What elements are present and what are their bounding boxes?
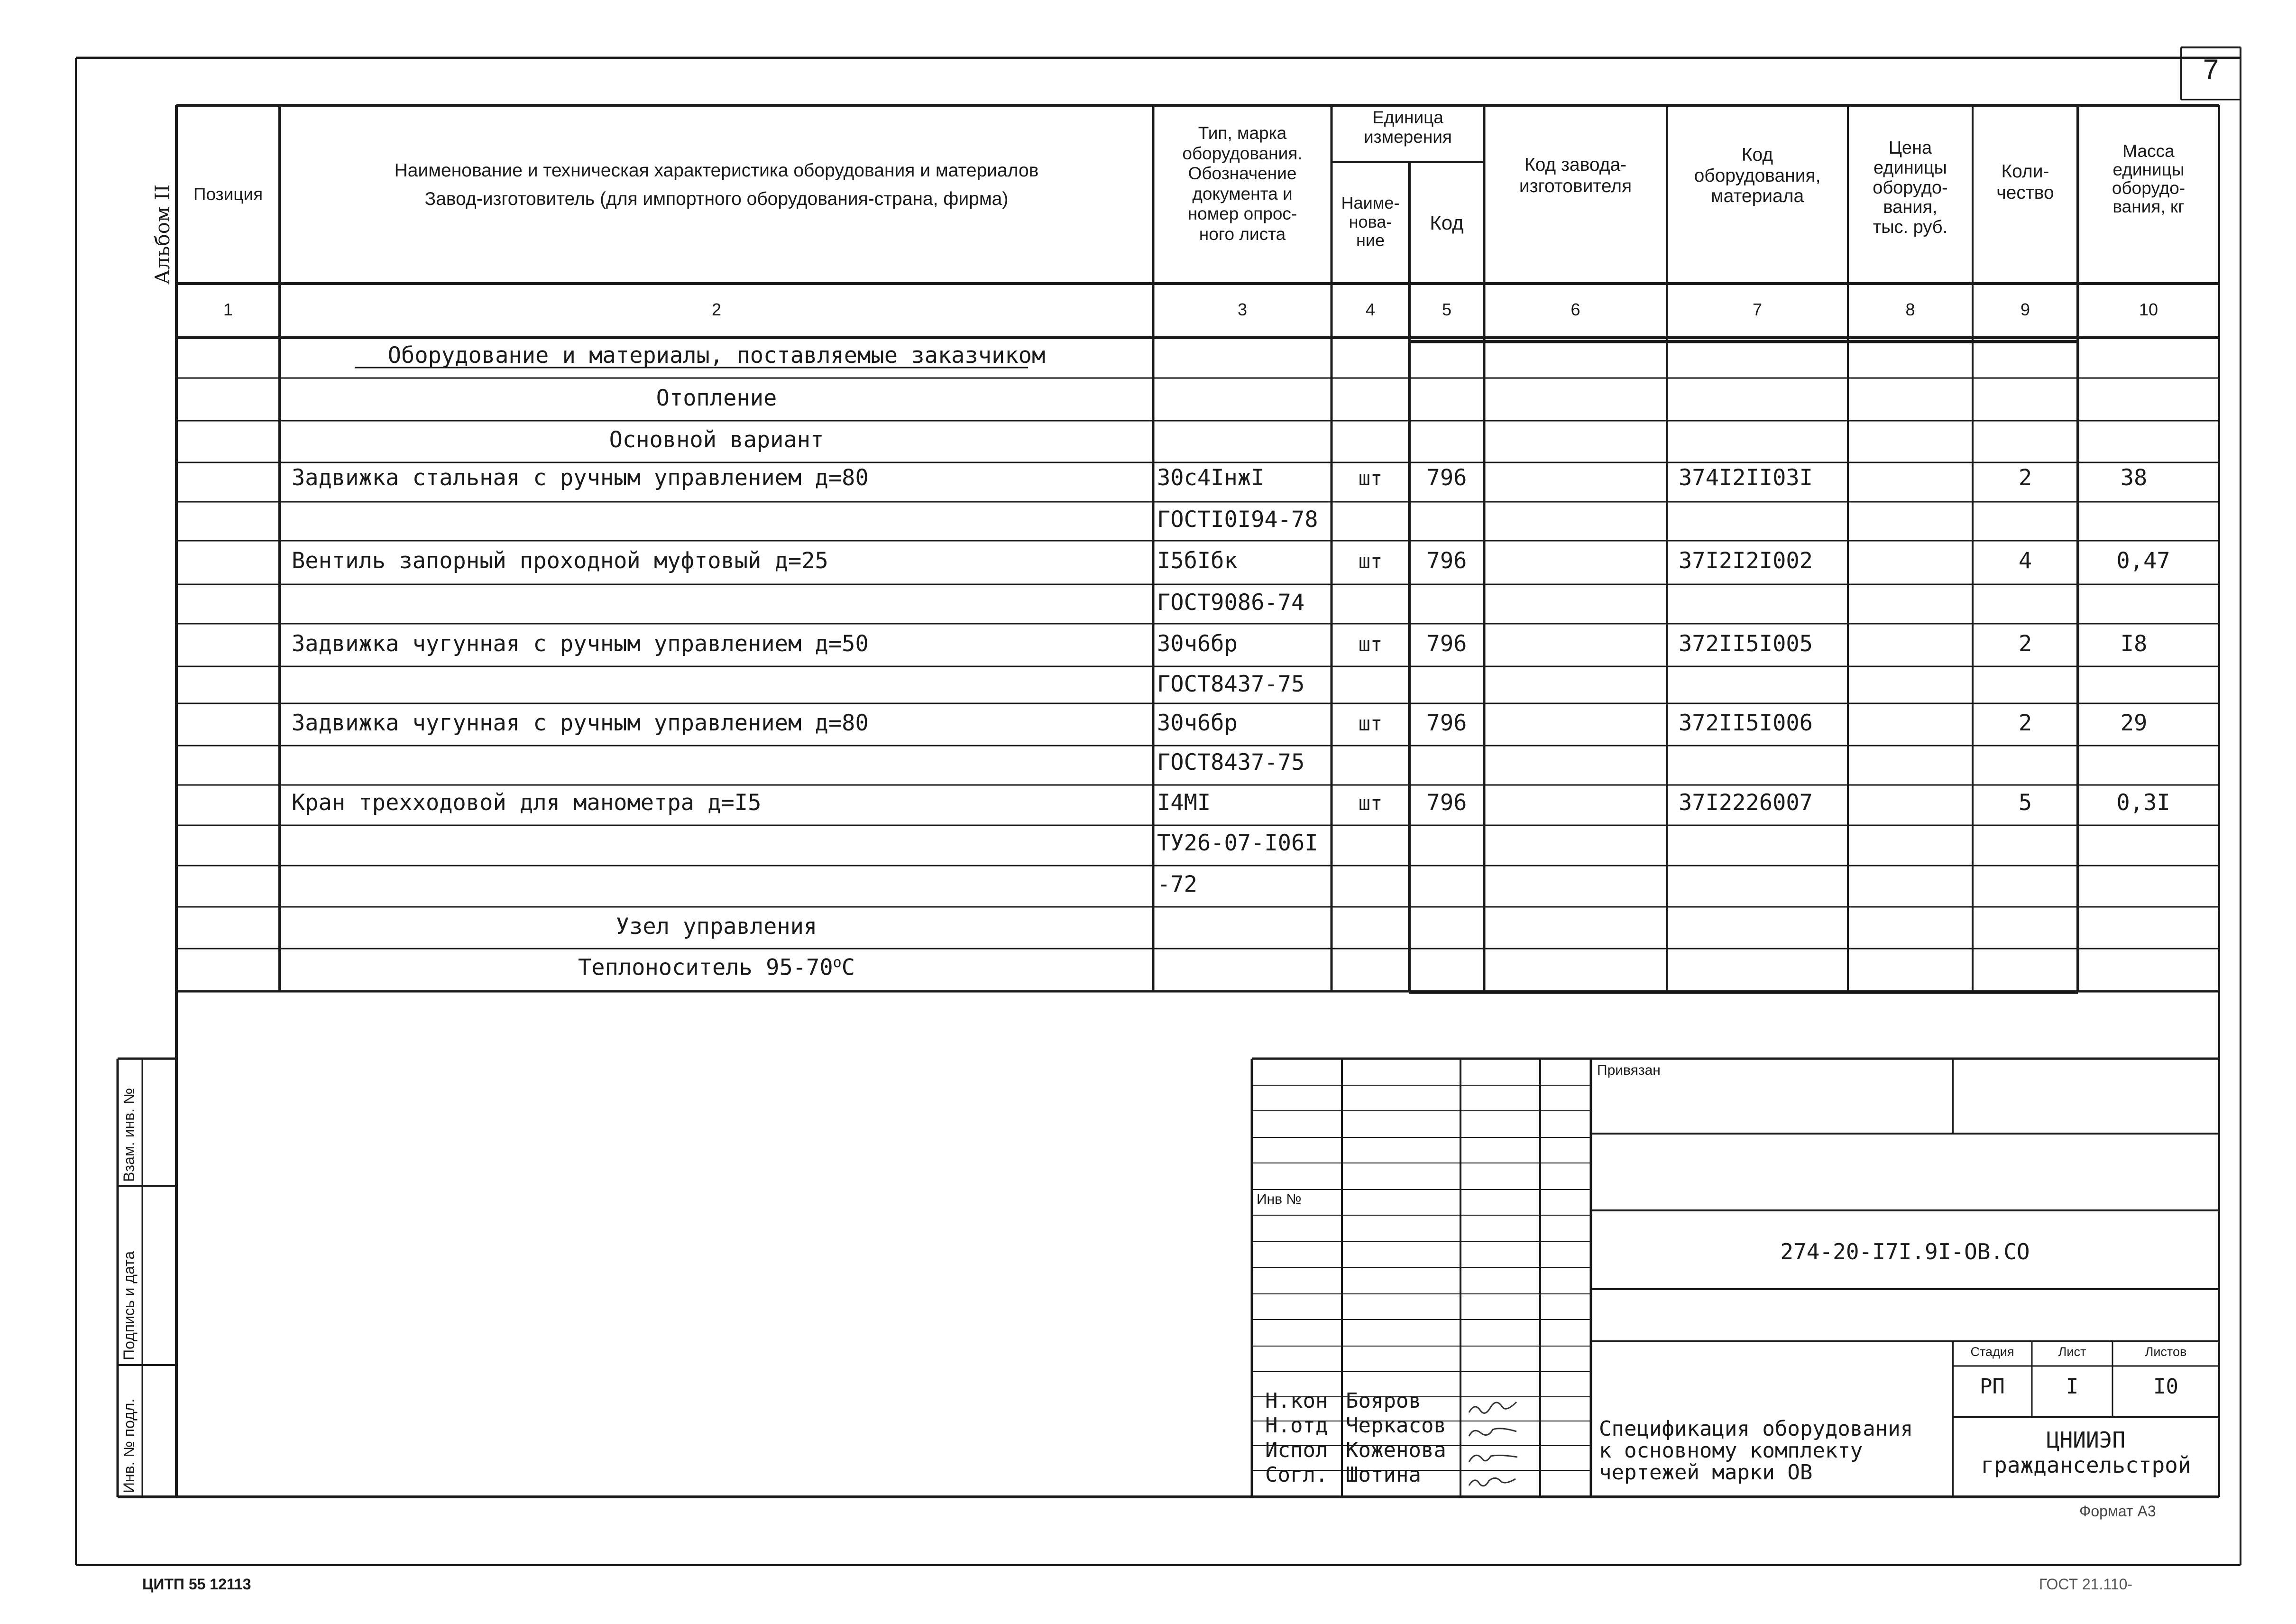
header-line: чество	[1996, 182, 2054, 203]
stage-label: Стадия	[1970, 1345, 2014, 1359]
header-line: вания,	[1883, 197, 1938, 218]
document-title	[1599, 1418, 1913, 1484]
footer-left-code: ЦИТП 55 12113	[142, 1576, 251, 1593]
header-line: оборудо-	[1873, 177, 1948, 198]
signature-mark	[1469, 1429, 1516, 1436]
document-title-line: Спецификация оборудования	[1599, 1417, 1913, 1441]
section-heading-main-variant: Основной вариант	[609, 427, 824, 453]
table-row-name: Вентиль запорный проходной муфтовый д=25	[292, 548, 828, 574]
table-row-unit-code: 796	[1426, 631, 1467, 657]
column-number: 8	[1905, 300, 1915, 319]
sheets-label: Листов	[2145, 1345, 2187, 1359]
column-number: 5	[1442, 300, 1452, 319]
column-number: 3	[1237, 300, 1248, 319]
table-row-mass: 0,47	[2116, 548, 2170, 574]
organization	[1953, 1428, 2219, 1478]
header-line: ние	[1356, 231, 1385, 250]
organization-line: ЦНИИЭП	[2046, 1427, 2126, 1453]
header-line: номер опрос-	[1187, 204, 1297, 224]
table-row-code: 372II5I006	[1679, 710, 1813, 736]
header-line: материала	[1710, 186, 1804, 207]
table-row-type: I5бIбк	[1157, 548, 1238, 574]
column-number: 7	[1752, 300, 1763, 319]
page-number: 7	[2203, 54, 2219, 85]
person-name: Бояров	[1346, 1389, 1421, 1413]
table-row-name: Кран трехходовой для манометра д=I5	[292, 790, 762, 816]
header-line: единицы	[1874, 157, 1947, 178]
table-row-type: ТУ26-07-I06I	[1157, 830, 1318, 856]
side-stamp-signature-date: Подпись и дата	[120, 1251, 138, 1360]
table-row-name: Задвижка чугунная с ручным управлением д=50	[292, 631, 869, 657]
table-row-qty: 2	[2018, 631, 2032, 657]
header-line: единицы	[2112, 159, 2185, 179]
header-line: ного листа	[1199, 224, 1286, 244]
column-number: 6	[1570, 300, 1580, 319]
table-row-type: 30ч6бр	[1157, 631, 1238, 657]
table-row-type: ГОСТ8437-75	[1157, 749, 1305, 775]
organization-line: граждансельстрой	[1981, 1452, 2191, 1478]
role-label: Испол	[1265, 1438, 1328, 1462]
header-line: оборудования.	[1182, 143, 1303, 163]
header-line: Масса	[2122, 141, 2175, 161]
table-row-code: 37I2226007	[1679, 790, 1813, 816]
sheets-value: I0	[2153, 1375, 2178, 1399]
table-row-qty: 5	[2018, 790, 2032, 816]
degree-mark: о	[833, 954, 842, 971]
header-line: Наиме-	[1341, 193, 1400, 212]
album-label: Альбом II	[151, 184, 174, 285]
table-row-type: -72	[1157, 871, 1197, 897]
signature-mark	[1469, 1478, 1515, 1486]
table-row-unit: шт	[1358, 712, 1383, 735]
column-number: 9	[2020, 300, 2030, 319]
column-number: 10	[2139, 300, 2158, 319]
table-row-unit-code: 796	[1426, 548, 1467, 574]
footer-right-standard: ГОСТ 21.110-	[2039, 1576, 2133, 1593]
coolant-text: Теплоноситель 95-70	[578, 954, 833, 981]
table-row-type: 30с4IнжI	[1157, 465, 1265, 491]
section-heading-heating: Отопление	[656, 385, 777, 411]
table-row-name: Задвижка чугунная с ручным управлением д=80	[292, 710, 869, 736]
tie-in-label: Привязан	[1597, 1062, 1661, 1078]
inventory-label: Инв №	[1257, 1191, 1302, 1207]
table-row-unit: шт	[1358, 467, 1383, 490]
header-line: Код	[1741, 145, 1773, 165]
table-row-code: 374I2II03I	[1679, 465, 1813, 491]
table-row-qty: 4	[2018, 548, 2032, 574]
header-line: изготовителя	[1519, 175, 1632, 196]
role-label: Согл.	[1265, 1463, 1328, 1487]
unit-group-header-text: Единица измерения	[1364, 108, 1452, 147]
header-line: Обозначение	[1188, 164, 1297, 184]
header-line: Тип, марка	[1198, 123, 1287, 143]
side-stamp-original-inv: Инв. № подл.	[120, 1398, 138, 1493]
column-number: 4	[1365, 300, 1376, 319]
table-row-unit-code: 796	[1426, 465, 1467, 491]
column-header-name-line1: Наименование и техническая характеристика оборудования и материалов	[394, 160, 1039, 181]
table-row-mass: 29	[2120, 710, 2148, 736]
side-stamp-replacement-inv: Взам. инв. №	[120, 1088, 138, 1182]
header-line: Цена	[1888, 138, 1932, 158]
column-header-name-line2: Завод-изготовитель (для импортного оборудования-страна, фирма)	[424, 189, 1009, 210]
table-row-qty: 2	[2018, 710, 2032, 736]
sheet-label: Лист	[2058, 1345, 2086, 1359]
table-row-unit: шт	[1358, 792, 1383, 815]
person-name: Коженова	[1346, 1438, 1446, 1462]
header-line: Код завода-	[1524, 155, 1627, 175]
column-header-unit-code: Код	[1430, 212, 1464, 234]
role-label: Н.отд	[1265, 1413, 1328, 1438]
header-line: нова-	[1349, 212, 1392, 231]
header-line: тыс. руб.	[1873, 217, 1948, 238]
sheet-format: Формат А3	[2079, 1503, 2156, 1520]
coolant-unit: С	[841, 954, 855, 981]
header-line: оборудо-	[2112, 178, 2186, 198]
column-number: 2	[711, 300, 722, 319]
stage-value: РП	[1980, 1375, 2005, 1399]
table-row-type: ГОСТ8437-75	[1157, 671, 1305, 697]
table-row-unit-code: 796	[1426, 710, 1467, 736]
document-title-line: чертежей марки ОВ	[1599, 1460, 1813, 1485]
person-name: Шотина	[1346, 1463, 1421, 1487]
table-row-type: 30ч6бр	[1157, 710, 1238, 736]
table-row-code: 372II5I005	[1679, 631, 1813, 657]
section-heading-control-unit: Узел управления	[615, 914, 817, 940]
header-line: документа и	[1192, 184, 1293, 203]
person-name: Черкасов	[1346, 1413, 1446, 1438]
column-header-position: Позиция	[193, 185, 263, 204]
role-label: Н.кон	[1265, 1389, 1328, 1413]
header-line: оборудования,	[1694, 165, 1821, 186]
table-row-unit-code: 796	[1426, 790, 1467, 816]
table-row-type: ГОСТI0I94-78	[1157, 507, 1318, 533]
sheet-value: I	[2066, 1375, 2079, 1399]
signature-mark	[1469, 1455, 1517, 1462]
table-row-unit: шт	[1358, 550, 1383, 573]
section-heading-customer-supplied: Оборудование и материалы, поставляемые заказчиком	[387, 342, 1046, 369]
header-line: вания, кг	[2112, 196, 2185, 216]
document-code: 274-20-I7I.9I-OB.CO	[1780, 1239, 2030, 1264]
signature-mark	[1469, 1402, 1516, 1413]
document-title-line: к основному комплекту	[1599, 1439, 1863, 1463]
table-row-unit: шт	[1358, 633, 1383, 656]
table-row-type: ГОСТ9086-74	[1157, 590, 1305, 616]
header-line: Коли-	[2001, 161, 2049, 182]
column-number: 1	[223, 300, 233, 319]
table-row-mass: 38	[2120, 465, 2148, 491]
table-row-mass: I8	[2120, 631, 2148, 657]
table-row-name: Задвижка стальная с ручным управлением д=80	[292, 465, 869, 491]
table-row-qty: 2	[2018, 465, 2032, 491]
table-row-type: I4MI	[1157, 790, 1211, 816]
table-row-code: 37I2I2I002	[1679, 548, 1813, 574]
table-row-mass: 0,3I	[2116, 790, 2170, 816]
